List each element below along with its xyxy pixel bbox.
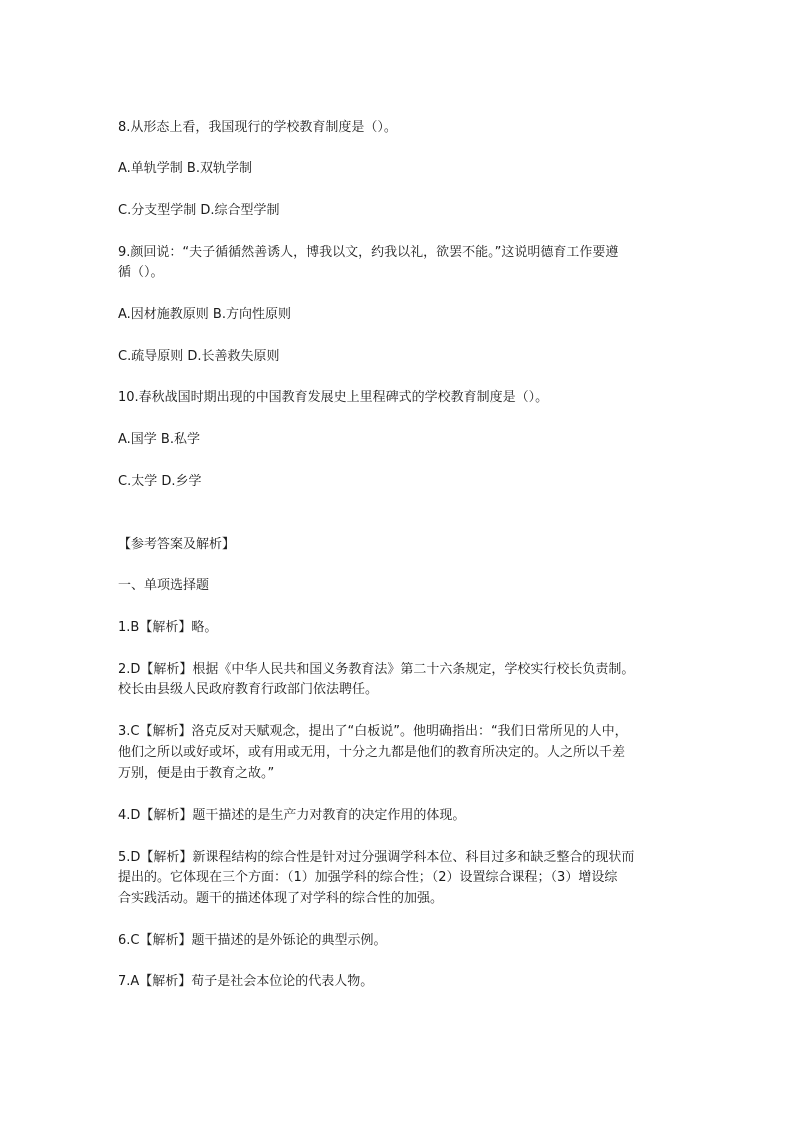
answer-3-line2: 他们之所以或好或坏，或有用或无用，十分之九都是他们的教育所决定的。人之所以千差 — [118, 745, 626, 760]
question-8-stem: 8.从形态上看，我国现行的学校教育制度是（）。 — [118, 120, 397, 135]
answers-section-title: 一、单项选择题 — [118, 578, 210, 593]
question-8-options-ab: A.单轨学制 B.双轨学制 — [118, 161, 252, 176]
answer-3-line3: 万别，便是由于教育之故。” — [118, 766, 275, 781]
question-10-stem: 10.春秋战国时期出现的中国教育发展史上里程碑式的学校教育制度是（）。 — [118, 390, 549, 405]
answer-5-line2: 提出的。它体现在三个方面：（1）加强学科的综合性；（2）设置综合课程；（3）增设综 — [118, 870, 618, 885]
question-9-stem-line1: 9.颜回说：“夫子循循然善诱人，博我以文，约我以礼，欲罢不能。”这说明德育工作要遵 — [118, 245, 619, 260]
question-10-options-ab: A.国学 B.私学 — [118, 432, 200, 447]
question-9-options-cd: C.疏导原则 D.长善救失原则 — [118, 349, 280, 364]
answer-5-line3: 合实践活动。题干的描述体现了对学科的综合性的加强。 — [118, 891, 444, 906]
answer-2-line1: 2.D【解析】根据《中华人民共和国义务教育法》第二十六条规定，学校实行校长负责制。 — [118, 662, 635, 677]
answer-7: 7.A【解析】荀子是社会本位论的代表人物。 — [118, 974, 374, 989]
question-10-options-cd: C.太学 D.乡学 — [118, 474, 202, 489]
answer-5-line1: 5.D【解析】新课程结构的综合性是针对过分强调学科本位、科目过多和缺乏整合的现状而 — [118, 850, 635, 865]
answer-1: 1.B【解析】略。 — [118, 620, 218, 635]
question-9-stem-line2: 循（）。 — [118, 265, 164, 280]
answer-4: 4.D【解析】题干描述的是生产力对教育的决定作用的体现。 — [118, 808, 466, 823]
answers-heading: 【参考答案及解析】 — [118, 537, 236, 552]
answer-3-line1: 3.C【解析】洛克反对天赋观念，提出了“白板说”。他明确指出：“我们日常所见的人中， — [118, 724, 628, 739]
answer-2-line2: 校长由县级人民政府教育行政部门依法聘任。 — [118, 682, 379, 697]
question-9-options-ab: A.因材施教原则 B.方向性原则 — [118, 307, 291, 322]
question-8-options-cd: C.分支型学制 D.综合型学制 — [118, 203, 280, 218]
answer-6: 6.C【解析】题干描述的是外铄论的典型示例。 — [118, 933, 387, 948]
